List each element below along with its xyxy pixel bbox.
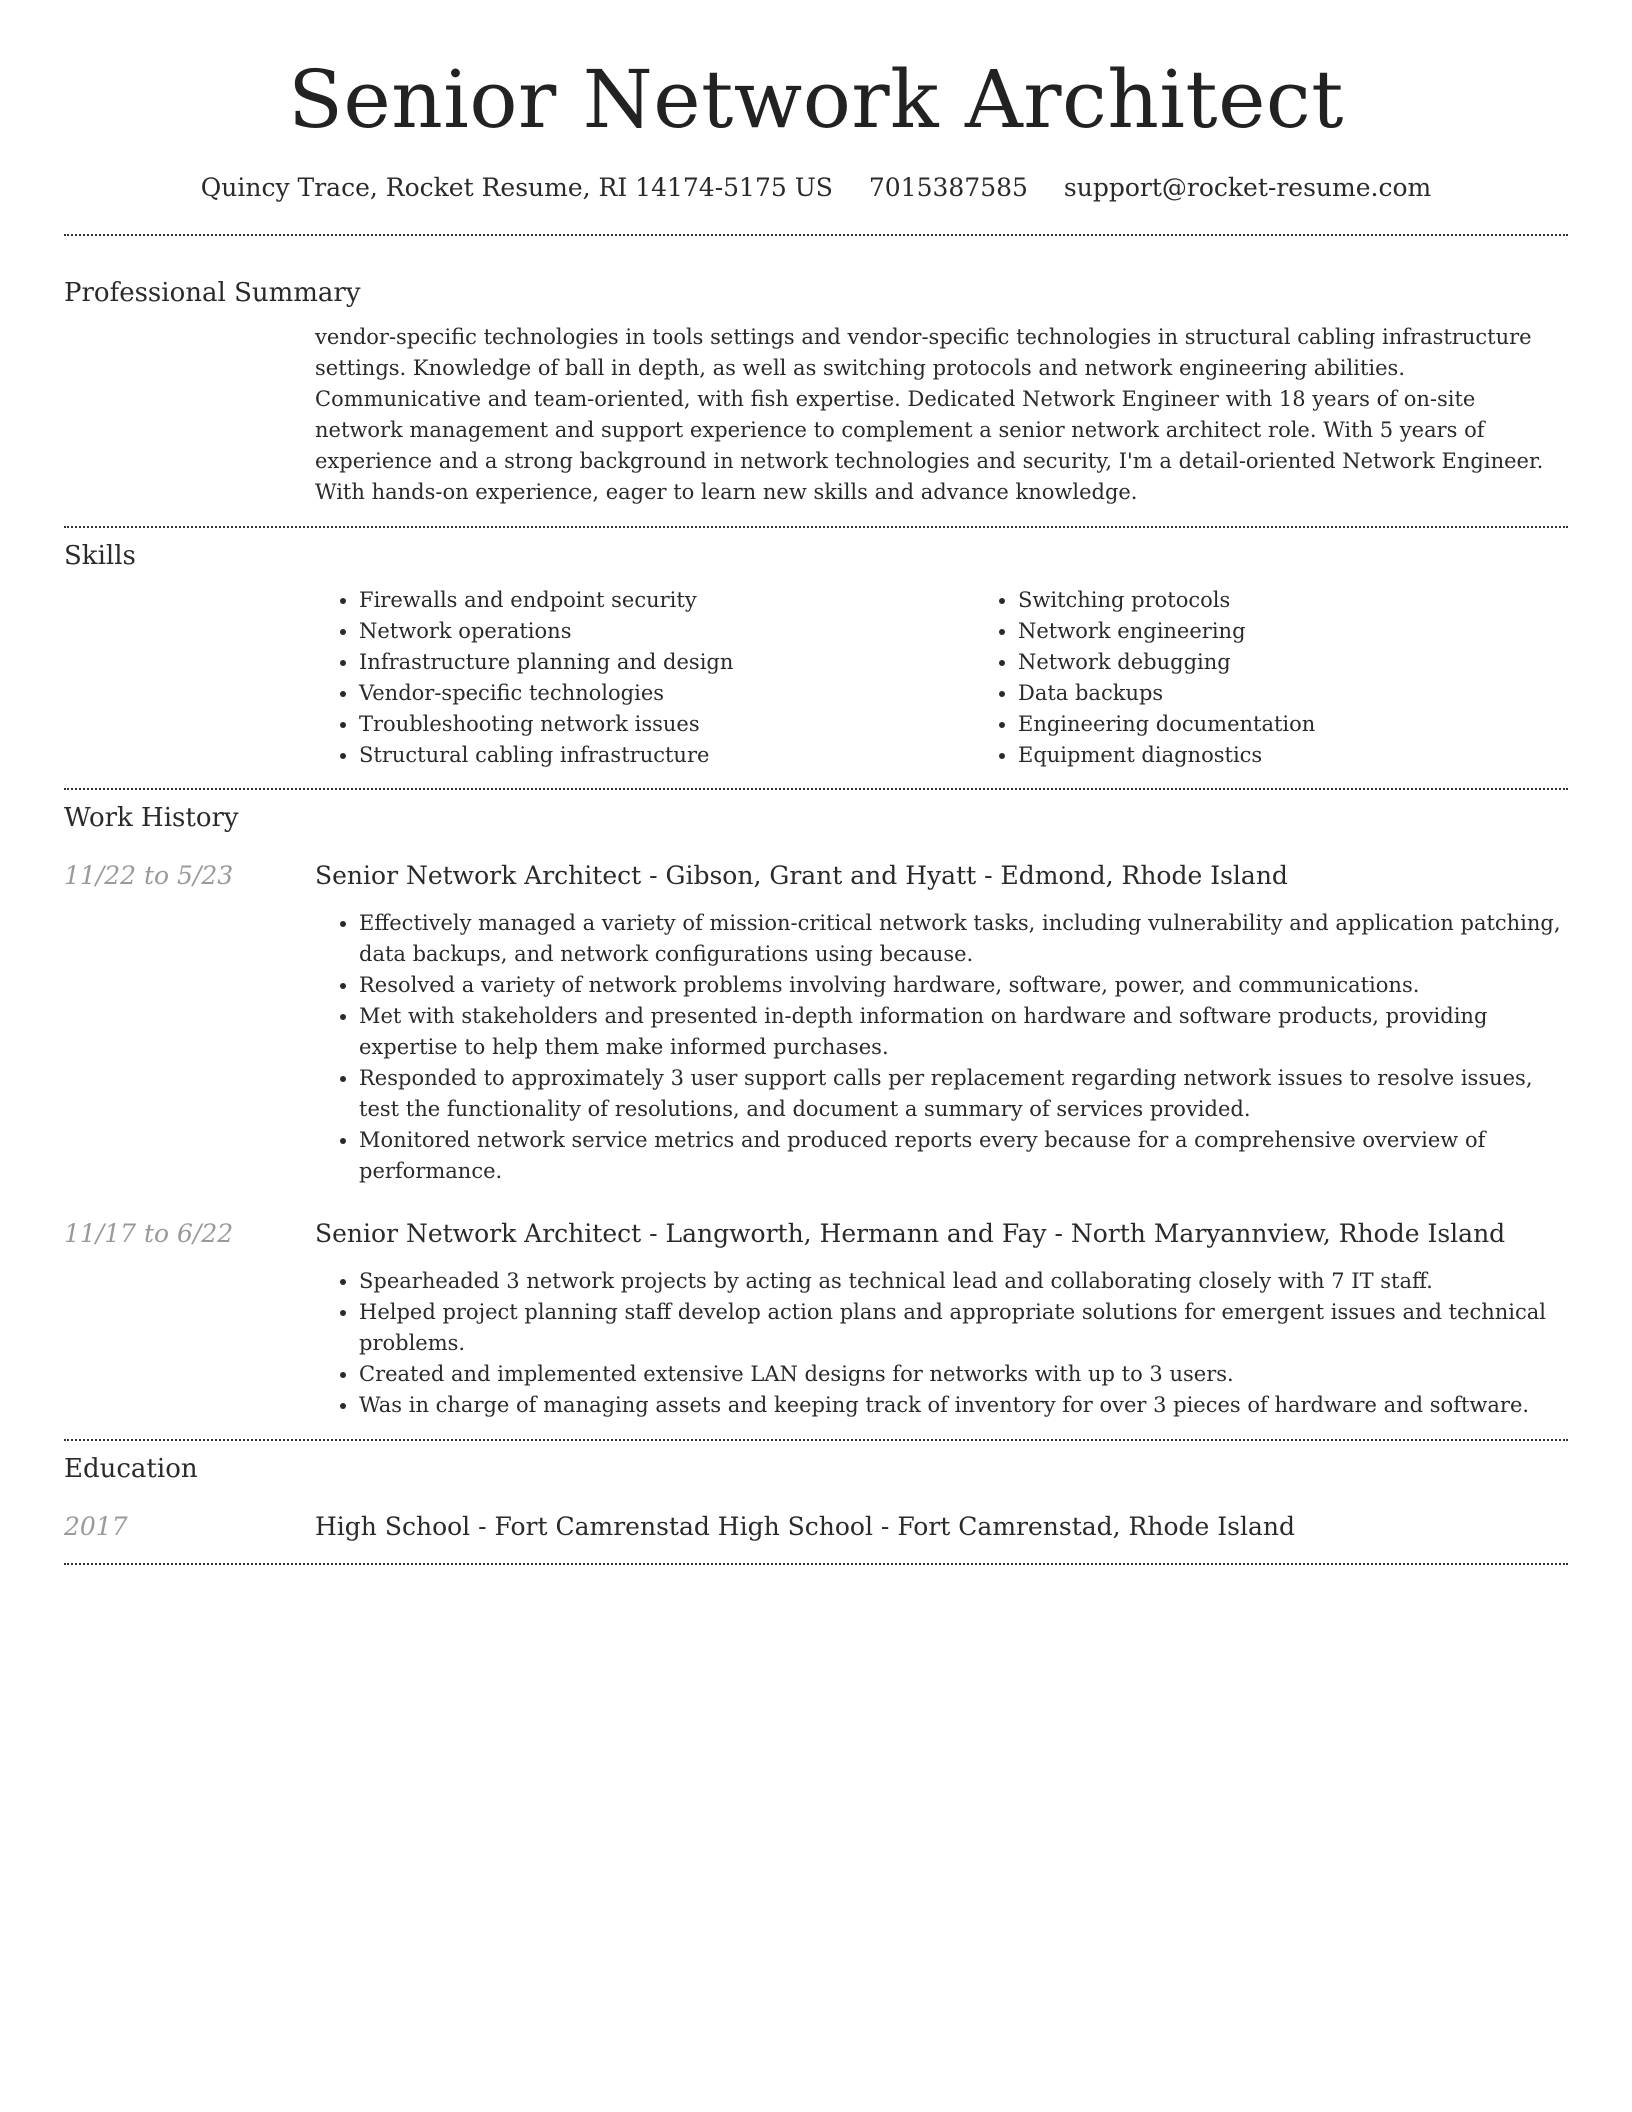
skills-list-left <box>315 585 974 771</box>
skill-item: • Network debugging <box>1018 647 1632 678</box>
contact-line <box>64 172 1568 204</box>
skill-item: • Network operations <box>359 616 974 647</box>
education-entry <box>64 1511 1568 1543</box>
skill-item: • Equipment diagnostics <box>1018 740 1632 771</box>
contact-email: support@rocket-resume.com <box>1063 173 1432 202</box>
work-divider <box>64 1439 1568 1441</box>
education-section <box>64 1452 1568 1543</box>
education-heading: Education <box>64 1454 198 1484</box>
skills-heading: Skills <box>64 541 136 571</box>
contact-address: Quincy Trace, Rocket Resume, RI 14174-5175 US <box>200 173 833 202</box>
skill-item: • Switching protocols <box>1018 585 1632 616</box>
job-dates: 11/22 to 5/23 <box>64 861 234 890</box>
skill-item: • Firewalls and endpoint security <box>359 585 974 616</box>
job-bullets <box>315 1266 1568 1421</box>
summary-left-spacer <box>64 322 315 508</box>
skill-item: • Infrastructure planning and design <box>359 647 974 678</box>
contact-phone: 7015387585 <box>868 173 1028 202</box>
job-bullets <box>315 908 1568 1187</box>
job-entry <box>64 860 1568 1187</box>
work-heading: Work History <box>64 803 239 833</box>
job-bullet: • Created and implemented extensive LAN designs for networks with up to 3 users. <box>359 1359 1568 1390</box>
job-bullet: • Resolved a variety of network problems involving hardware, software, power, and communications. <box>359 970 1568 1001</box>
skills-left-spacer <box>64 585 315 771</box>
education-year: 2017 <box>64 1512 128 1541</box>
skill-item: • Troubleshooting network issues <box>359 709 974 740</box>
job-bullet: • Was in charge of managing assets and keeping track of inventory for over 3 pieces of hardware and software. <box>359 1390 1568 1421</box>
header-divider <box>64 234 1568 236</box>
skills-divider <box>64 788 1568 790</box>
job-bullet: • Met with stakeholders and presented in-depth information on hardware and software products, providing expertise to help them make informed purchases. <box>359 1001 1568 1063</box>
skills-section <box>64 539 1568 771</box>
job-bullet: • Effectively managed a variety of mission-critical network tasks, including vulnerability and application patching, data backups, and network configurations using because. <box>359 908 1568 970</box>
job-title: Senior Network Architect - Gibson, Grant and Hyatt - Edmond, Rhode Island <box>315 861 1288 890</box>
summary-heading: Professional Summary <box>64 278 361 308</box>
skill-item: • Data backups <box>1018 678 1632 709</box>
resume-page <box>64 0 1568 1565</box>
skill-item: • Engineering documentation <box>1018 709 1632 740</box>
skill-item: • Structural cabling infrastructure <box>359 740 974 771</box>
education-divider <box>64 1563 1568 1565</box>
job-bullet: • Responded to approximately 3 user support calls per replacement regarding network issues to resolve issues, test the functionality of resolutions, and document a summary of services provided. <box>359 1063 1568 1125</box>
job-dates: 11/17 to 6/22 <box>64 1219 234 1248</box>
job-bullet: • Helped project planning staff develop action plans and appropriate solutions for emergent issues and technical problems. <box>359 1297 1568 1359</box>
job-bullet: • Spearheaded 3 network projects by acting as technical lead and collaborating closely with 7 IT staff. <box>359 1266 1568 1297</box>
job-title: Senior Network Architect - Langworth, Hermann and Fay - North Maryannview, Rhode Island <box>315 1219 1506 1248</box>
work-section <box>64 801 1568 1421</box>
summary-text: vendor-specific technologies in tools settings and vendor-specific technologies in structural cabling infrastructure settings. Knowledge of ball in depth, as well as switching protocols and network engineering abilities. Communicative and team-oriented, with fish expertise. Dedicated Network Engineer with 18 years of on-site network management and support experience to complement a senior network architect role. With 5 years of experience and a strong background in network technologies and security, I'm a detail-oriented Network Engineer. With hands-on experience, eager to learn new skills and advance knowledge. <box>315 325 1544 504</box>
summary-section <box>64 276 1568 508</box>
summary-divider <box>64 526 1568 528</box>
skills-list-right <box>974 585 1632 771</box>
skill-item: • Vendor-specific technologies <box>359 678 974 709</box>
resume-title: Senior Network Architect <box>288 53 1344 146</box>
skill-item: • Network engineering <box>1018 616 1632 647</box>
education-detail: High School - Fort Camrenstad High School - Fort Camrenstad, Rhode Island <box>315 1512 1295 1541</box>
job-bullet: • Monitored network service metrics and produced reports every because for a comprehensive overview of performance. <box>359 1125 1568 1187</box>
job-entry <box>64 1218 1568 1421</box>
